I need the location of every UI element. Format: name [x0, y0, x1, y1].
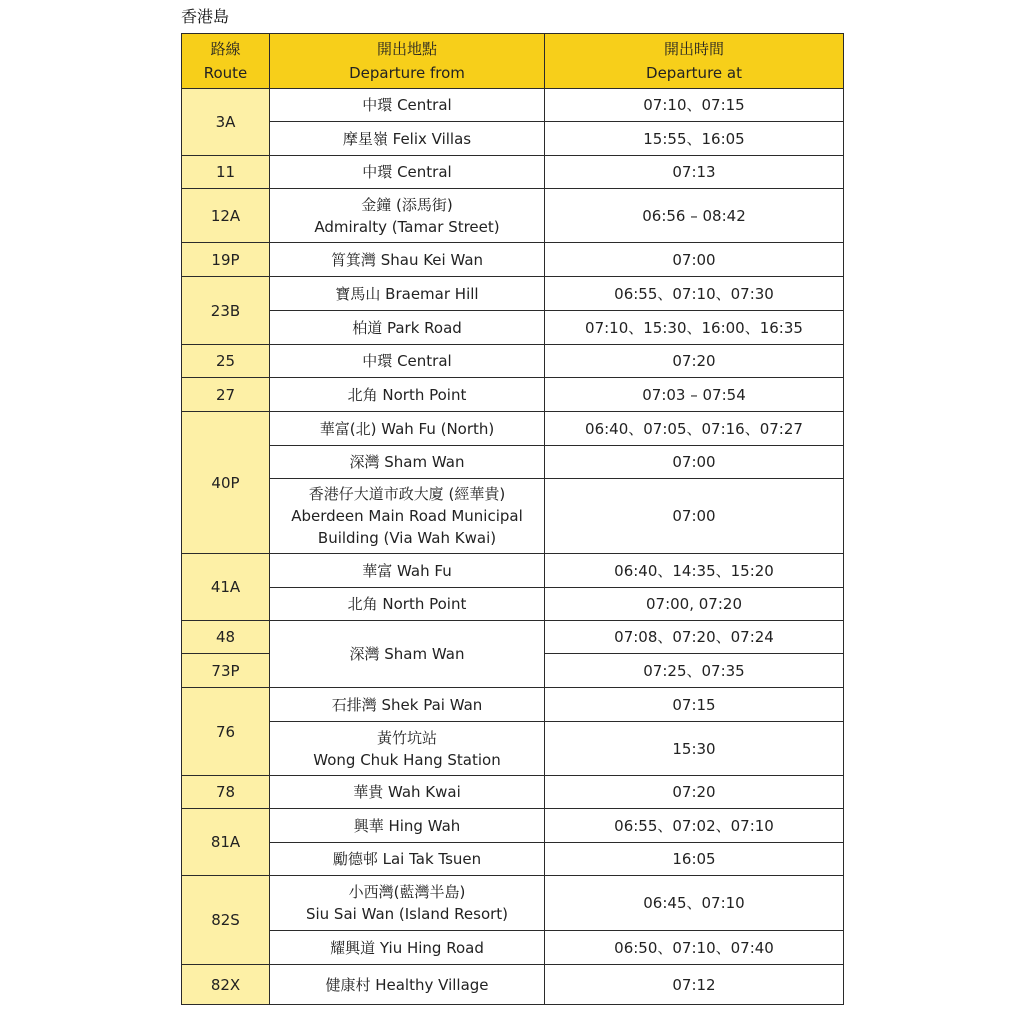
- route-cell: 78: [182, 776, 270, 809]
- table-row: [182, 189, 844, 243]
- departure-at-cell: 06:40、14:35、15:20: [545, 554, 844, 588]
- departure-at-cell: 07:20: [545, 345, 844, 378]
- table-row: [182, 446, 844, 479]
- departure-at-cell: 06:55、07:02、07:10: [545, 809, 844, 843]
- departure-from-cell: 摩星嶺 Felix Villas: [270, 122, 545, 156]
- route-cell: 3A: [182, 89, 270, 156]
- table-row: [182, 965, 844, 1005]
- table-row: [182, 776, 844, 809]
- departure-from-cell: 小西灣(藍灣半島) Siu Sai Wan (Island Resort): [270, 876, 545, 931]
- departure-from-cell: 柏道 Park Road: [270, 311, 545, 345]
- departure-from-cell: 華貴 Wah Kwai: [270, 776, 545, 809]
- departure-at-cell: 07:00: [545, 479, 844, 554]
- departure-at-cell: 07:12: [545, 965, 844, 1005]
- route-cell: 82S: [182, 876, 270, 965]
- table-row: [182, 688, 844, 722]
- departure-from-cell: 中環 Central: [270, 156, 545, 189]
- departure-from-cell: 健康村 Healthy Village: [270, 965, 545, 1005]
- table-row: [182, 554, 844, 588]
- table-row: [182, 722, 844, 776]
- departure-from-cell: 北角 North Point: [270, 588, 545, 621]
- departure-at-cell: 15:55、16:05: [545, 122, 844, 156]
- departure-from-cell: 耀興道 Yiu Hing Road: [270, 931, 545, 965]
- departure-at-cell: 07:08、07:20、07:24: [545, 621, 844, 654]
- header-route: 路線 Route: [182, 34, 270, 89]
- departure-at-cell: 06:40、07:05、07:16、07:27: [545, 412, 844, 446]
- table-row: [182, 621, 844, 654]
- departure-from-cell: 勵德邨 Lai Tak Tsuen: [270, 843, 545, 876]
- page-title: 香港島: [181, 7, 230, 26]
- route-cell: 41A: [182, 554, 270, 621]
- route-cell: 25: [182, 345, 270, 378]
- departure-from-cell: 中環 Central: [270, 345, 545, 378]
- table-row: [182, 412, 844, 446]
- departure-at-cell: 07:10、07:15: [545, 89, 844, 122]
- departure-from-cell: 中環 Central: [270, 89, 545, 122]
- departure-at-cell: 07:03 – 07:54: [545, 378, 844, 412]
- departure-at-cell: 07:20: [545, 776, 844, 809]
- route-cell: 23B: [182, 277, 270, 345]
- table-row: [182, 479, 844, 554]
- departure-at-cell: 06:45、07:10: [545, 876, 844, 931]
- departure-at-cell: 07:00: [545, 446, 844, 479]
- header-row: [182, 34, 844, 89]
- table-row: [182, 277, 844, 311]
- departure-from-cell: 北角 North Point: [270, 378, 545, 412]
- table-row: [182, 378, 844, 412]
- departure-at-cell: 07:10、15:30、16:00、16:35: [545, 311, 844, 345]
- route-cell: 81A: [182, 809, 270, 876]
- table-row: [182, 809, 844, 843]
- route-cell: 76: [182, 688, 270, 776]
- header-departure-from: 開出地點 Departure from: [270, 34, 545, 89]
- departure-from-cell: 華富 Wah Fu: [270, 554, 545, 588]
- departure-at-cell: 07:00: [545, 243, 844, 277]
- route-cell: 19P: [182, 243, 270, 277]
- table-row: [182, 122, 844, 156]
- departure-at-cell: 06:56 – 08:42: [545, 189, 844, 243]
- departure-at-cell: 07:00, 07:20: [545, 588, 844, 621]
- departure-from-cell: 深灣 Sham Wan: [270, 621, 545, 688]
- table-row: [182, 931, 844, 965]
- departure-from-cell: 興華 Hing Wah: [270, 809, 545, 843]
- route-cell: 40P: [182, 412, 270, 554]
- route-cell: 82X: [182, 965, 270, 1005]
- departure-from-cell: 深灣 Sham Wan: [270, 446, 545, 479]
- route-cell: 48: [182, 621, 270, 654]
- table-row: [182, 156, 844, 189]
- departure-from-cell: 黃竹坑站 Wong Chuk Hang Station: [270, 722, 545, 776]
- table-row: [182, 243, 844, 277]
- departure-from-cell: 金鐘 (添馬街) Admiralty (Tamar Street): [270, 189, 545, 243]
- table-row: [182, 89, 844, 122]
- table-row: [182, 843, 844, 876]
- table-row: [182, 345, 844, 378]
- route-cell: 27: [182, 378, 270, 412]
- departure-at-cell: 06:55、07:10、07:30: [545, 277, 844, 311]
- departure-at-cell: 15:30: [545, 722, 844, 776]
- table-row: [182, 876, 844, 931]
- departure-from-cell: 寶馬山 Braemar Hill: [270, 277, 545, 311]
- departure-from-cell: 華富(北) Wah Fu (North): [270, 412, 545, 446]
- header-departure-at: 開出時間 Departure at: [545, 34, 844, 89]
- departure-from-cell: 筲箕灣 Shau Kei Wan: [270, 243, 545, 277]
- departure-from-cell: 香港仔大道市政大廈 (經華貴) Aberdeen Main Road Municipal Building (Via Wah Kwai): [270, 479, 545, 554]
- departure-at-cell: 07:13: [545, 156, 844, 189]
- departure-from-cell: 石排灣 Shek Pai Wan: [270, 688, 545, 722]
- departure-at-cell: 07:15: [545, 688, 844, 722]
- route-cell: 11: [182, 156, 270, 189]
- table-row: [182, 588, 844, 621]
- route-cell: 73P: [182, 654, 270, 688]
- departure-at-cell: 07:25、07:35: [545, 654, 844, 688]
- departure-at-cell: 16:05: [545, 843, 844, 876]
- route-cell: 12A: [182, 189, 270, 243]
- table-row: [182, 311, 844, 345]
- departure-at-cell: 06:50、07:10、07:40: [545, 931, 844, 965]
- bus-schedule-table: [181, 33, 844, 1005]
